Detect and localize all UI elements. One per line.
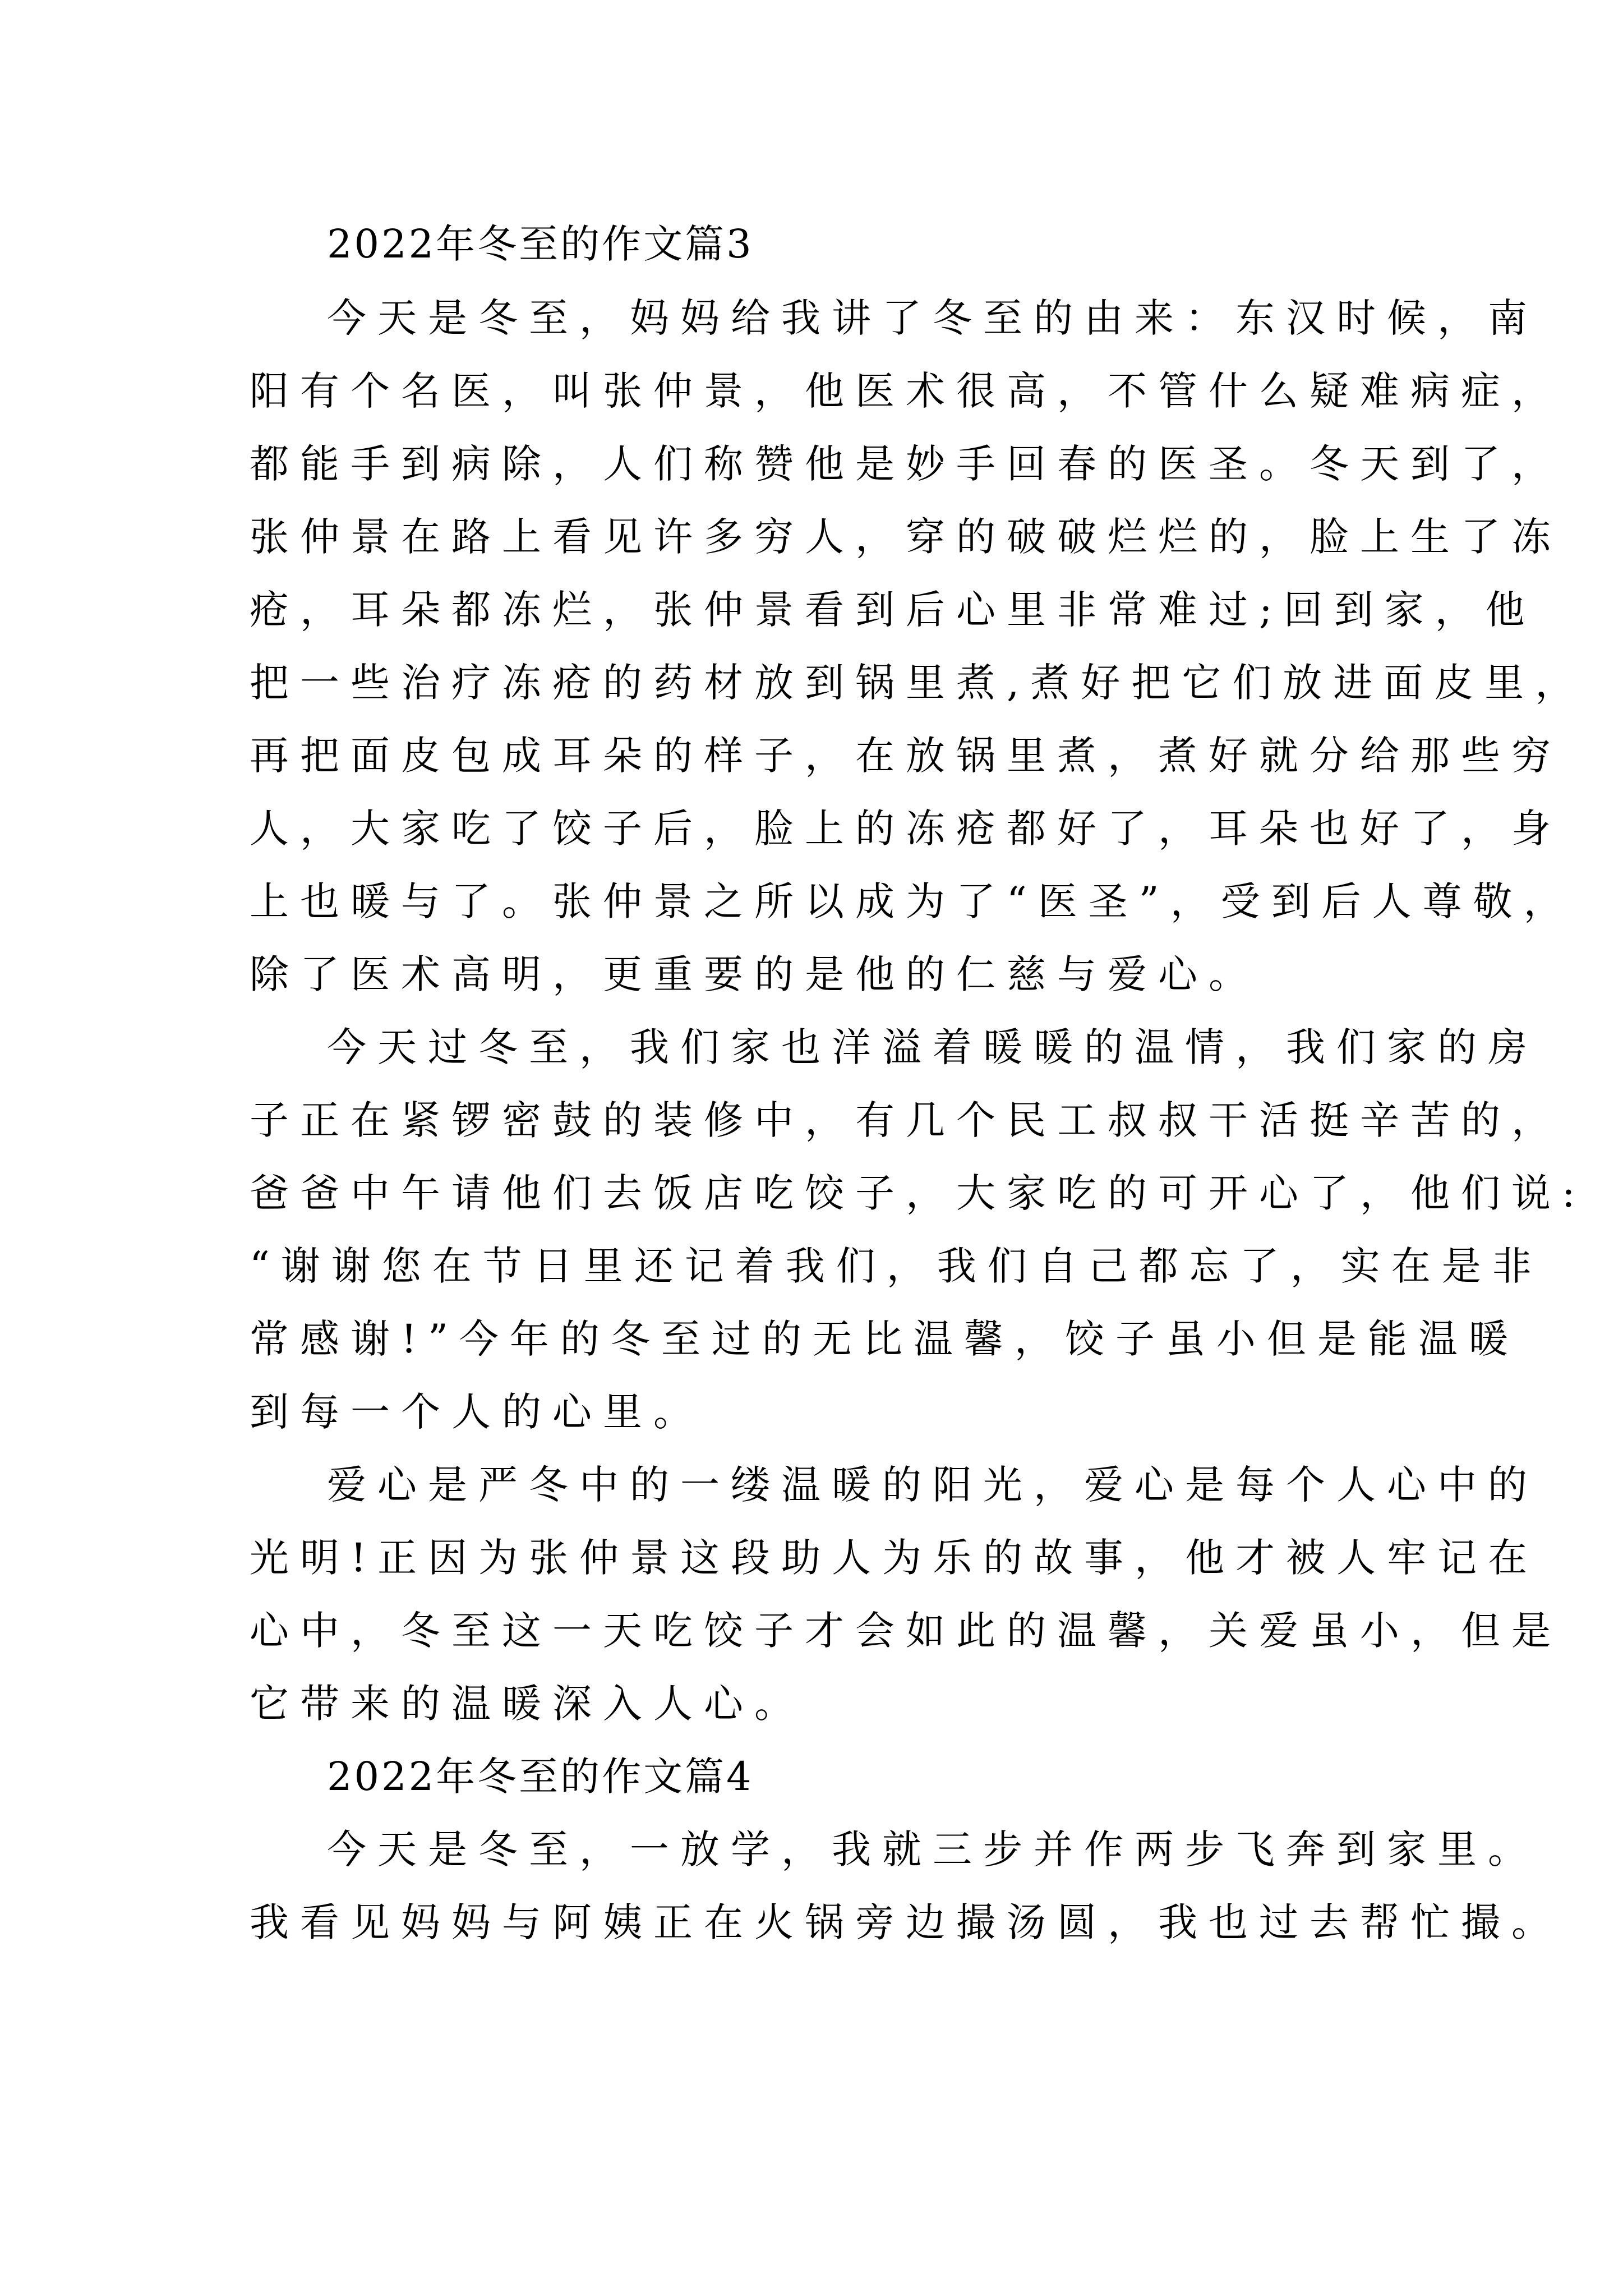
- paragraph-line: 今天是冬至，妈妈给我讲了冬至的由来：东汉时候，南: [327, 295, 1538, 341]
- paragraph-line: 把一些治疗冻疮的药材放到锅里煮,煮好把它们放进面皮里，: [250, 660, 1586, 706]
- paragraph-line: 今天是冬至，一放学，我就三步并作两步飞奔到家里。: [327, 1826, 1538, 1872]
- paragraph-line: 再把面皮包成耳朵的样子，在放锅里煮，煮好就分给那些穷: [250, 733, 1562, 779]
- paragraph-line: 光明!正因为张仲景这段助人为乐的故事，他才被人牢记在: [250, 1535, 1539, 1581]
- paragraph-line: 常感谢!”今年的冬至过的无比温馨，饺子虽小但是能温暖: [250, 1316, 1519, 1362]
- paragraph-line: 爱心是严冬中的一缕温暖的阳光，爱心是每个人心中的: [327, 1462, 1538, 1508]
- paragraph-line: 我看见妈妈与阿姨正在火锅旁边撮汤圆，我也过去帮忙撮。: [250, 1899, 1562, 1945]
- paragraph-line: 到每一个人的心里。: [250, 1389, 704, 1435]
- paragraph-line: 张仲景在路上看见许多穷人，穿的破破烂烂的，脸上生了冻: [250, 514, 1562, 560]
- paragraph-line: 都能手到病除，人们称赞他是妙手回春的医圣。冬天到了，: [250, 441, 1562, 487]
- paragraph-line: 疮，耳朵都冻烂，张仲景看到后心里非常难过;回到家，他: [250, 587, 1536, 633]
- paragraph-line: 今天过冬至，我们家也洋溢着暖暖的温情，我们家的房: [327, 1024, 1538, 1070]
- paragraph-line: 爸爸中午请他们去饭店吃饺子，大家吃的可开心了，他们说:: [250, 1170, 1587, 1216]
- paragraph-line: 除了医术高明，更重要的是他的仁慈与爱心。: [250, 951, 1259, 997]
- section-heading-3: 2022年冬至的作文篇3: [327, 221, 754, 267]
- paragraph-line: “谢谢您在节日里还记着我们，我们自己都忘了，实在是非: [250, 1243, 1543, 1289]
- section-heading-4: 2022年冬至的作文篇4: [327, 1754, 754, 1800]
- paragraph-line: 子正在紧锣密鼓的装修中，有几个民工叔叔干活挺辛苦的，: [250, 1097, 1562, 1143]
- paragraph-line: 心中，冬至这一天吃饺子才会如此的温馨，关爱虽小，但是: [250, 1608, 1562, 1654]
- paragraph-line: 人，大家吃了饺子后，脸上的冻疮都好了，耳朵也好了，身: [250, 806, 1562, 852]
- paragraph-line: 上也暖与了。张仲景之所以成为了“医圣”，受到后人尊敬，: [250, 878, 1574, 924]
- paragraph-line: 阳有个名医，叫张仲景，他医术很高，不管什么疑难病症，: [250, 368, 1562, 414]
- paragraph-line: 它带来的温暖深入人心。: [250, 1681, 805, 1727]
